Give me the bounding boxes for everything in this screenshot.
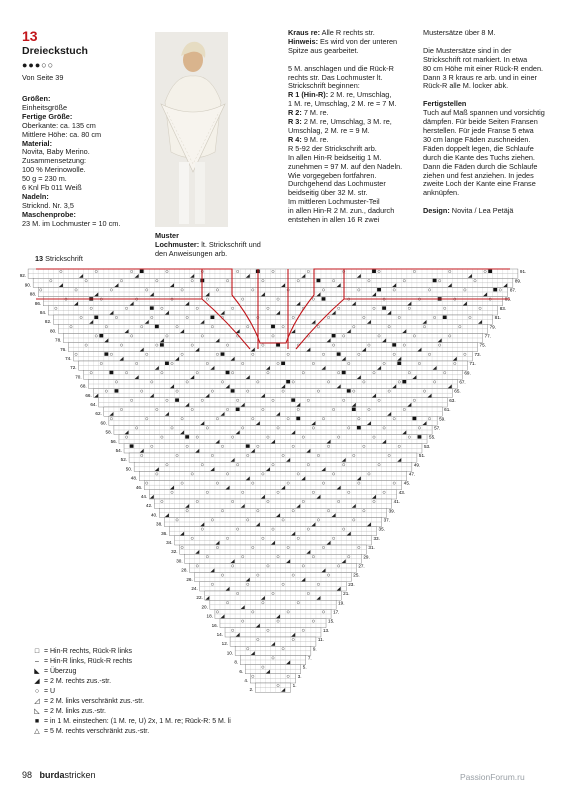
- row-label-right: 45.: [403, 480, 411, 486]
- legend-item: [32, 717, 292, 727]
- text-line-bold: Muster: [155, 231, 179, 240]
- row-label-right: 59.: [439, 416, 446, 422]
- row-label-right: 49.: [413, 462, 421, 468]
- text-line-bold: Hinweis:: [288, 36, 319, 46]
- legend-text: = 5 M. rechts verschränkt zus.-str.: [42, 728, 150, 735]
- text-line-body: 2 M. re, Umschlag,: [328, 90, 392, 100]
- text-line-bold: Größen:: [22, 94, 51, 103]
- text-line-body: Novita / Lea Petäjä: [449, 206, 514, 216]
- row-label-right: 71.: [469, 361, 476, 367]
- legend-symbol-icon: ○: [34, 688, 40, 695]
- chart-legend: [32, 647, 292, 737]
- bobble-mark: [165, 362, 169, 365]
- bobble-mark: [226, 371, 230, 374]
- text-line: [288, 47, 420, 56]
- bobble-mark: [382, 306, 386, 309]
- text-line-body: 6 Knl Fb 011 Weiß: [22, 183, 82, 193]
- bobble-mark: [392, 343, 396, 346]
- text-line-body: Einheitsgröße: [22, 102, 68, 112]
- row-label-left: 58.: [105, 429, 112, 435]
- row-label-left: 88.: [29, 291, 37, 297]
- page-footer: [22, 770, 96, 780]
- bobble-mark: [377, 288, 381, 291]
- row-label-left: 22.: [196, 595, 203, 601]
- row-label-left: 26.: [186, 576, 193, 582]
- row-label-left: 84.: [39, 310, 47, 315]
- row-label-left: 68.: [80, 383, 87, 389]
- row-label-right: 87.: [509, 287, 517, 293]
- row-label-right: 73.: [474, 351, 481, 357]
- bobble-mark: [493, 288, 497, 291]
- row-label-left: 36.: [161, 530, 168, 536]
- text-line-body: Die Mustersätze sind in der: [423, 45, 512, 55]
- text-line-body: den Anweisungen arb.: [155, 248, 228, 258]
- bobble-mark: [397, 362, 401, 365]
- row-label-right: 91.: [519, 269, 527, 275]
- legend-text: = Überzug: [42, 668, 77, 675]
- text-line: [423, 207, 551, 216]
- legend-symbol-icon: ◿: [34, 698, 40, 705]
- text-line-body: [288, 55, 290, 64]
- text-line-body: 50 g = 230 m.: [22, 174, 67, 184]
- bobble-mark: [150, 306, 154, 309]
- text-line: [22, 220, 147, 229]
- instructions-column: [288, 29, 420, 225]
- legend-item: [32, 707, 292, 717]
- text-line-body: Umschlag, 2 M. re = 9 M.: [288, 125, 370, 135]
- text-line-body: R 5-92 der Strickschrift arb.: [288, 143, 377, 153]
- row-label-right: 25.: [353, 572, 360, 578]
- row-label-right: 85.: [504, 296, 512, 302]
- row-label-left: 42.: [145, 503, 153, 509]
- bobble-mark: [109, 371, 113, 374]
- row-label-right: 57.: [434, 425, 441, 431]
- bobble-mark: [104, 352, 108, 355]
- row-label-right: 83.: [499, 305, 507, 311]
- legend-item: [32, 667, 292, 677]
- brand-suffix: stricken: [64, 770, 96, 780]
- text-line-body: lt. Strickschrift und: [199, 239, 261, 249]
- legend-symbol-icon: ■: [34, 718, 40, 725]
- row-label-left: 60.: [100, 420, 107, 426]
- row-label-right: 3.: [297, 673, 302, 679]
- row-label-right: 65.: [454, 388, 461, 394]
- row-label-left: 40.: [150, 512, 158, 518]
- row-label-right: 17.: [333, 609, 340, 615]
- bobble-mark: [347, 389, 351, 392]
- row-label-right: 41.: [393, 499, 401, 505]
- row-label-right: 11.: [317, 637, 324, 643]
- bobble-mark: [352, 408, 356, 411]
- row-label-left: 70.: [75, 374, 82, 380]
- row-label-right: 9.: [312, 646, 317, 652]
- chart-grid: [28, 269, 518, 692]
- text-line-bold: Fertige Größe:: [22, 111, 73, 121]
- legend-item: [32, 677, 292, 687]
- row-label-left: 16.: [211, 622, 218, 628]
- text-line-body: 80 cm Höhe mit einer Rück-R enden.: [423, 63, 544, 73]
- row-label-left: 90.: [24, 282, 32, 288]
- bobble-mark: [130, 444, 134, 447]
- row-label-left: 66.: [85, 392, 92, 398]
- brand-name: burda: [39, 770, 65, 780]
- text-line-body: durch die Kante des Tuchs ziehen.: [423, 152, 535, 162]
- row-label-left: 10.: [226, 650, 234, 656]
- row-label-right: 13.: [322, 627, 330, 633]
- materials-column: [22, 95, 147, 229]
- muster-block: [155, 232, 285, 259]
- text-line-bold: R 3:: [288, 117, 302, 127]
- row-label-left: 48.: [130, 475, 138, 481]
- legend-text: = U: [42, 688, 56, 695]
- text-line-bold: Maschenprobe:: [22, 209, 76, 219]
- bobble-mark: [412, 417, 416, 420]
- text-line-body: beidseitig über 32 M. str.: [288, 188, 368, 198]
- text-line-bold: R 1 (Hin-R):: [288, 90, 329, 100]
- row-label-right: 79.: [489, 324, 497, 330]
- row-label-right: 43.: [398, 489, 406, 495]
- row-label-right: 53.: [423, 443, 431, 449]
- bobble-mark: [115, 389, 119, 392]
- text-line-body: [423, 197, 425, 206]
- watermark: PassionForum.ru: [460, 772, 525, 782]
- text-line-body: zweite Loch der Kante eine Franse: [423, 179, 536, 189]
- bobble-mark: [185, 435, 189, 438]
- legend-symbol-icon: □: [34, 648, 40, 655]
- row-label-right: 19.: [338, 600, 345, 606]
- row-label-left: 46.: [135, 484, 143, 490]
- row-label-left: 38.: [156, 521, 163, 527]
- row-label-left: 32.: [171, 549, 178, 555]
- row-label-right: 39.: [388, 508, 396, 514]
- bobble-mark: [372, 270, 376, 273]
- text-line-body: 9 M. re.: [301, 134, 329, 144]
- row-label-right: 23.: [348, 581, 355, 587]
- text-line-body: Dann 3 R kraus re arb. und in einer: [423, 72, 537, 82]
- row-label-left: 44.: [140, 494, 148, 499]
- chart-caption: [35, 255, 83, 264]
- row-label-left: 64.: [90, 402, 97, 407]
- row-label-left: 8.: [234, 659, 239, 665]
- row-label-right: 21.: [343, 591, 350, 597]
- text-line-body: Dann die Fäden durch die Schlaufe: [423, 161, 538, 171]
- bobble-mark: [337, 352, 341, 355]
- bobble-mark: [94, 316, 98, 319]
- text-line-body: In allen Hin-R beidseitig 1 M.: [288, 152, 382, 162]
- text-line-bold: Nadeln:: [22, 191, 49, 201]
- text-line-body: herstellen. Für jede Franse 5 etwa: [423, 125, 534, 135]
- legend-item: [32, 657, 292, 667]
- text-line-body: in allen Hin-R 2 M. zun., dadurch: [288, 206, 395, 216]
- row-label-left: 52.: [120, 457, 128, 463]
- text-line-body: Alle R rechts str.: [320, 28, 375, 37]
- bobble-mark: [140, 270, 144, 273]
- pattern-title: Dreieckstuch: [22, 45, 88, 57]
- bobble-mark: [443, 316, 447, 319]
- row-label-right: 69.: [464, 370, 471, 376]
- bobble-mark: [231, 389, 235, 392]
- bobble-mark: [488, 270, 492, 273]
- bobble-mark: [246, 444, 250, 447]
- bobble-mark: [296, 417, 300, 420]
- text-line-body: Im mittleren Lochmuster-Teil: [288, 197, 380, 207]
- row-label-left: 82.: [44, 319, 52, 325]
- row-label-right: 15.: [328, 618, 335, 624]
- row-label-left: 86.: [34, 300, 42, 306]
- row-label-right: 77.: [484, 333, 491, 339]
- row-label-right: 1.: [292, 683, 297, 689]
- bobble-mark: [342, 371, 346, 374]
- legend-item: [32, 697, 292, 707]
- bobble-mark: [322, 297, 326, 300]
- row-label-right: 63.: [449, 397, 456, 403]
- row-label-right: 61.: [444, 407, 451, 413]
- text-line-bold: R 4:: [288, 134, 302, 144]
- bobble-mark: [271, 325, 275, 328]
- row-label-right: 37.: [383, 517, 390, 523]
- legend-text: = Hin-R links, Rück-R rechts: [42, 658, 133, 665]
- row-label-right: 89.: [514, 278, 522, 284]
- text-line-body: 1 M. re, Umschlag, 2 M. re = 7 M.: [288, 99, 397, 109]
- row-label-left: 34.: [166, 540, 173, 545]
- bobble-mark: [286, 380, 290, 383]
- text-line-body: anknüpfen.: [423, 188, 460, 198]
- text-line: [423, 82, 551, 91]
- text-line-bold: Lochmuster:: [155, 239, 200, 249]
- row-label-left: 92.: [19, 273, 27, 279]
- row-label-left: 80.: [49, 328, 57, 334]
- text-line-body: Fäden doppelt legen, die Schlaufe: [423, 143, 534, 153]
- row-label-left: 2.: [249, 687, 254, 693]
- row-label-left: 50.: [125, 466, 133, 472]
- row-label-right: 33.: [373, 535, 380, 541]
- text-line-body: Zusammensetzung:: [22, 156, 87, 166]
- bobble-mark: [210, 316, 214, 319]
- row-label-left: 28.: [181, 567, 188, 573]
- text-line-body: 2 M. re, Umschlag, 3 M. re,: [301, 117, 392, 127]
- row-label-left: 72.: [70, 365, 77, 371]
- row-label-left: 12.: [221, 641, 229, 647]
- model-photo-illustration: [155, 32, 228, 227]
- chart-caption-number: 13: [35, 254, 44, 263]
- legend-symbol-icon: ◺: [34, 708, 40, 715]
- bobble-mark: [236, 408, 240, 411]
- text-line: [423, 29, 551, 38]
- text-line-body: 100 % Merinowolle.: [22, 165, 86, 175]
- text-line-body: Wie vorgegeben fortfahren.: [288, 170, 377, 180]
- text-line-body: rechts str. Das Lochmuster lt.: [288, 72, 383, 82]
- row-label-left: 62.: [95, 411, 102, 417]
- legend-item: [32, 647, 292, 657]
- text-line-body: entstehen in allen 16 R zwei: [288, 215, 380, 225]
- legend-symbol-icon: ◣: [34, 668, 40, 675]
- page-number: 98: [22, 770, 33, 780]
- bobble-mark: [357, 426, 361, 429]
- row-label-left: 76.: [60, 346, 67, 352]
- text-line-body: 7 M. re.: [301, 108, 329, 118]
- text-line: [155, 250, 285, 259]
- from-page: Von Seite 39: [22, 73, 64, 82]
- text-line-body: Oberkante: ca. 135 cm: [22, 120, 96, 130]
- bobble-mark: [175, 398, 179, 401]
- bobble-mark: [155, 325, 159, 328]
- row-label-right: 51.: [418, 453, 426, 459]
- row-label-left: 54.: [115, 448, 123, 453]
- row-label-left: 20.: [201, 604, 208, 610]
- row-label-left: 24.: [191, 586, 198, 591]
- bobble-mark: [402, 380, 406, 383]
- bobble-mark: [332, 334, 336, 337]
- legend-text: = in 1 M. einstechen: (1 M. re, U) 2x, 1 M. re; Rück-R: 5 M. li: [42, 718, 231, 725]
- pattern-number: 13: [22, 28, 38, 44]
- row-label-right: 5.: [302, 664, 307, 670]
- text-line-body: Es wird von der unteren: [318, 36, 398, 46]
- legend-item: [32, 727, 292, 737]
- legend-symbol-icon: △: [34, 728, 40, 735]
- bobble-mark: [276, 343, 280, 346]
- model-photo: [155, 32, 228, 227]
- row-label-left: 6.: [239, 668, 244, 674]
- text-line-body: Stricknd. Nr. 3,5: [22, 200, 74, 210]
- text-line-bold: Kraus re:: [288, 28, 321, 37]
- text-line-body: 5 M. anschlagen und die Rück-R: [288, 63, 394, 73]
- legend-symbol-icon: ◢: [34, 678, 40, 685]
- row-label-left: 56.: [110, 438, 117, 444]
- text-line-bold: Fertigstellen: [423, 99, 467, 109]
- row-label-left: 78.: [55, 337, 62, 343]
- legend-text: = Hin-R rechts, Rück-R links: [42, 648, 133, 655]
- bobble-mark: [160, 343, 164, 346]
- bobble-mark: [99, 334, 103, 337]
- text-line-body: Durchgehend das Lochmuster: [288, 179, 386, 189]
- text-line-body: Mustersätze über 8 M.: [423, 28, 496, 37]
- text-line-bold: Design:: [423, 206, 450, 216]
- row-label-right: 29.: [363, 554, 370, 560]
- text-line-body: Tuch auf Maß spannen und vorsichtig: [423, 108, 545, 118]
- finishing-column: [423, 29, 551, 216]
- text-line-body: [423, 37, 425, 46]
- legend-symbol-icon: –: [35, 658, 39, 665]
- text-line: [288, 216, 420, 225]
- row-label-right: 67.: [459, 379, 466, 385]
- row-label-right: 31.: [368, 545, 375, 551]
- text-line-bold: Material:: [22, 138, 53, 148]
- bobble-mark: [418, 435, 422, 438]
- bobble-mark: [433, 279, 437, 282]
- row-label-right: 35.: [378, 526, 385, 532]
- text-line-body: ziehen und fest anziehen. In jedes: [423, 170, 534, 180]
- row-label-left: 74.: [65, 356, 72, 361]
- text-line-body: Spitze aus gearbeitet.: [288, 45, 359, 55]
- row-label-left: 4.: [244, 678, 249, 683]
- text-line-body: dämpfen. Für beide Seiten Fransen: [423, 117, 538, 127]
- legend-text: = 2 M. links verschränkt zus.-str.: [42, 698, 145, 705]
- row-label-left: 18.: [206, 613, 213, 619]
- chart-caption-text: Strickschrift: [45, 254, 83, 263]
- bobble-mark: [221, 352, 225, 355]
- text-line-bold: R 2:: [288, 108, 302, 118]
- text-line-body: Strickschrift rot markiert. In etwa: [423, 54, 528, 64]
- row-label-right: 75.: [479, 342, 486, 348]
- text-line-body: Mittlere Höhe: ca. 80 cm: [22, 129, 102, 139]
- row-label-right: 27.: [358, 563, 365, 569]
- row-label-right: 81.: [494, 315, 502, 321]
- text-line-body: Rück-R alle M. locker abk.: [423, 81, 509, 91]
- bobble-mark: [317, 279, 321, 282]
- text-line-body: [423, 90, 425, 99]
- text-line-body: 23 M. im Lochmuster = 10 cm.: [22, 218, 121, 228]
- bobble-mark: [291, 398, 295, 401]
- legend-item: [32, 687, 292, 697]
- text-line: [423, 189, 551, 198]
- text-line-body: Novita, Baby Merino.: [22, 147, 90, 157]
- bobble-mark: [281, 362, 285, 365]
- text-line-body: 30 cm lange Fäden zuschneiden.: [423, 134, 531, 144]
- text-line-body: Strickschrift beginnen:: [288, 81, 360, 91]
- row-label-right: 55.: [429, 434, 436, 440]
- row-label-left: 14.: [216, 632, 224, 637]
- row-label-left: 30.: [176, 558, 183, 564]
- row-label-right: 47.: [408, 471, 416, 477]
- legend-text: = 2 M. rechts zus.-str.: [42, 678, 112, 685]
- text-line-body: zunehmen = 97 M. auf den Nadeln.: [288, 161, 403, 171]
- difficulty-rating: ●●●○○: [22, 60, 55, 70]
- legend-text: = 2 M. links zus.-str.: [42, 708, 106, 715]
- row-label-right: 7.: [307, 655, 312, 661]
